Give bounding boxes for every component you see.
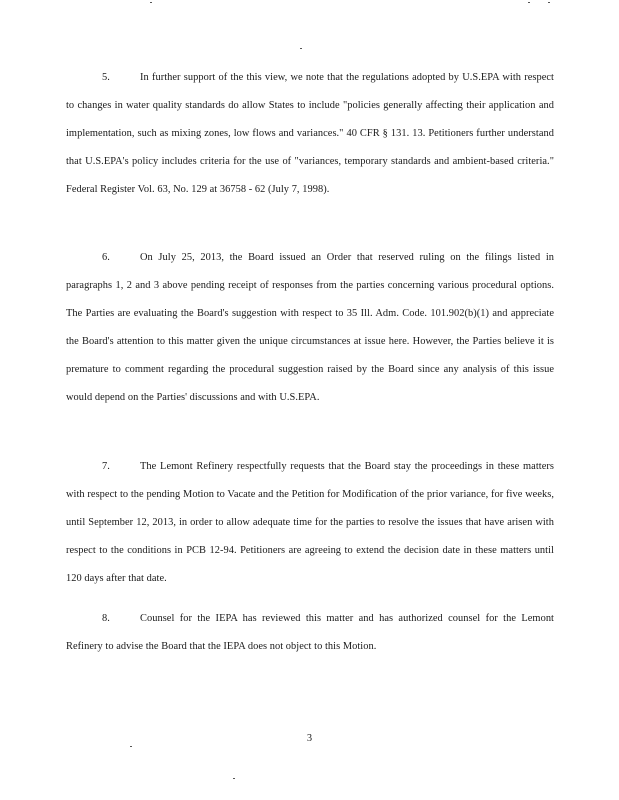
scan-speck — [300, 48, 302, 49]
scan-speck — [130, 746, 132, 747]
paragraph-text: In further support of the this view, we note that the regulations adopted by U.S.EPA with respect to changes in water quality standards do allow States to include "policies generally affecting their application and implementation, such as mixing zones, low flows and variances." 40 CFR § 131. 13. Petitioners further understand that U.S.EPA's policy includes criteria for the use of "variances, temporary standards and ambient-based criteria." Federal Register Vol. 63, No. 129 at 36758 - 62 (July 7, 1998). — [66, 72, 554, 195]
paragraph-text: Counsel for the IEPA has reviewed this matter and has authorized counsel for the Lemont Refinery to advise the Board that the IEPA does not object to this Motion. — [66, 613, 554, 652]
paragraph-7 — [66, 453, 554, 593]
scan-speck — [528, 2, 530, 3]
paragraph-text: The Lemont Refinery respectfully requests that the Board stay the proceedings in these matters with respect to the pending Motion to Vacate and the Petition for Modification of the prior variance, for five weeks, until September 12, 2013, in order to allow adequate time for the parties to resolve the issues that have arisen with respect to the conditions in PCB 12-94. Petitioners are agreeing to extend the decision date in these matters until 120 days after that date. — [66, 461, 554, 584]
page-number: 3 — [306, 733, 313, 744]
scan-speck — [150, 2, 152, 3]
paragraph-number: 7. — [102, 461, 110, 472]
paragraph-number: 5. — [102, 72, 110, 83]
paragraph-number: 6. — [102, 252, 110, 263]
paragraph-5 — [66, 64, 554, 204]
paragraph-8 — [66, 605, 554, 661]
paragraph-6 — [66, 244, 554, 412]
paragraph-text: On July 25, 2013, the Board issued an Order that reserved ruling on the filings listed in paragraphs 1, 2 and 3 above pending receipt of responses from the parties concerning various procedural options. The Parties are evaluating the Board's suggestion with respect to 35 Ill. Adm. Code. 101.902(b)(1) and appreciate the Board's attention to this matter given the unique circumstances at issue here. However, the Parties believe it is premature to comment regarding the procedural suggestion raised by the Board since any analysis of this issue would depend on the Parties' discussions and with U.S.EPA. — [66, 252, 554, 403]
scan-speck — [548, 2, 550, 3]
paragraph-number: 8. — [102, 613, 110, 624]
scan-speck — [233, 778, 235, 779]
